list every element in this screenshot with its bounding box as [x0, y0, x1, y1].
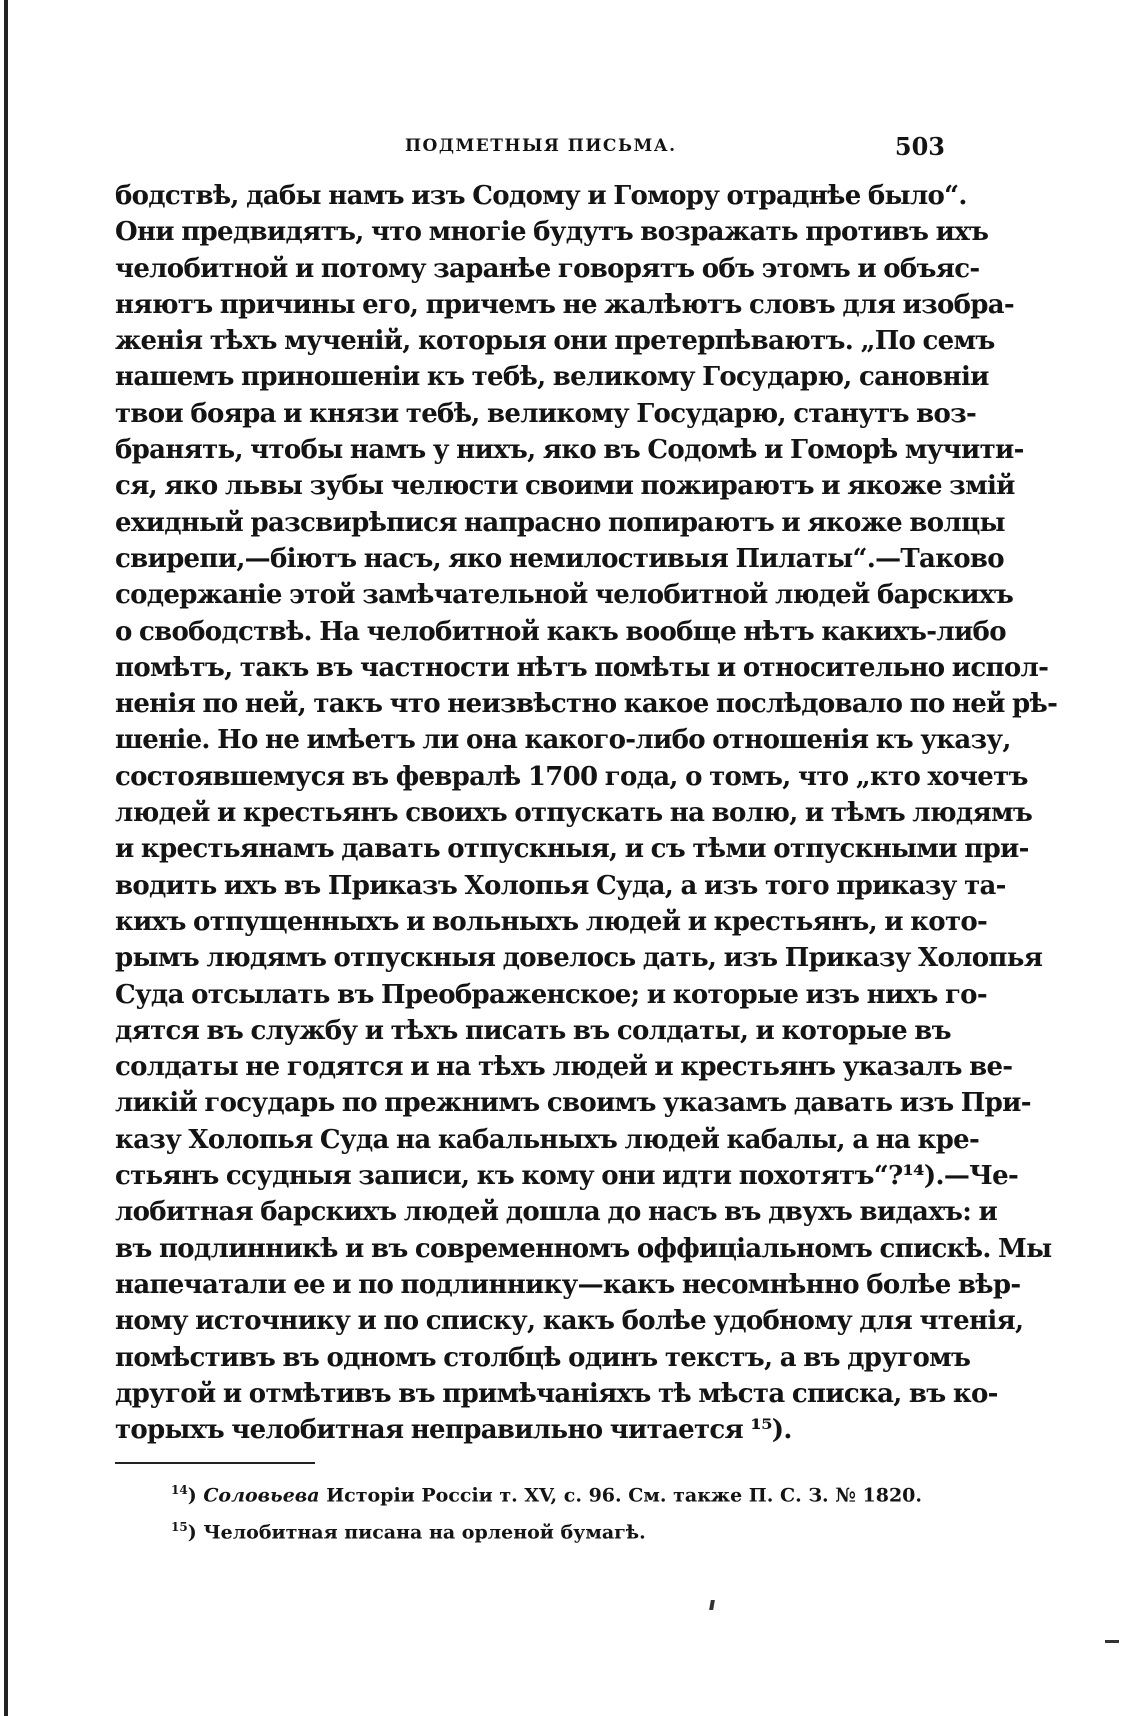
footnote-14: $^{14}$) Соловьева Исторіи Россіи т. XV, с. 96. См. также П. С. З. № 1820.	[171, 1483, 923, 1507]
text-line: ехидный разсвирѣпися напрасно попираютъ и якоже волцы	[115, 507, 1005, 538]
text-line: Суда отсылать въ Преображенское; и которые изъ нихъ го-	[115, 979, 987, 1010]
text-line: шеніе. Но не имѣетъ ли она какого-либо отношенія къ указу,	[115, 725, 1011, 756]
running-header	[115, 132, 945, 168]
ink-speck	[1105, 1640, 1119, 1643]
footnote-15: $^{15}$) Челобитная писана на орленой бумагѣ.	[171, 1520, 646, 1544]
text-line: торыхъ челобитная неправильно читается ¹⁵).	[115, 1415, 792, 1446]
text-line: о свободствѣ. На челобитной какъ вообще нѣтъ какихъ-либо	[115, 616, 1006, 647]
text-line: людей и крестьянъ своихъ отпускать на волю, и тѣмъ людямъ	[115, 798, 1033, 829]
footnote-marker: 15	[171, 1520, 188, 1535]
text-line: челобитной и потому заранѣе говорятъ объ этомъ и объяс-	[115, 253, 980, 284]
page-edge-rule	[4, 0, 8, 1716]
text-line: нашемъ приношеніи къ тебѣ, великому Государю, сановніи	[115, 362, 989, 393]
footnote-divider	[115, 1462, 315, 1464]
text-line: няютъ причины его, причемъ не жалѣютъ словъ для изобра-	[115, 289, 1014, 320]
footnote-text: Челобитная писана на орленой бумагѣ.	[196, 1521, 646, 1544]
text-line: женія тѣхъ мученій, которыя они претерпѣваютъ. „По семъ	[115, 326, 995, 357]
footnote-author: Соловьева	[203, 1484, 320, 1507]
text-line: бодствѣ, дабы намъ изъ Содому и Гомору отраднѣе было“.	[115, 181, 967, 211]
text-line: водить ихъ въ Приказъ Холопья Суда, а изъ того приказу та-	[115, 870, 1006, 901]
book-page	[115, 0, 1058, 1716]
text-line: помѣтъ, такъ въ частности нѣтъ помѣты и относительно испол-	[115, 652, 1049, 683]
text-line: въ подлинникѣ и въ современномъ оффиціальномъ спискѣ. Мы	[115, 1233, 1052, 1264]
running-title: ПОДМЕТНЫЯ ПИСЬМА.	[405, 136, 677, 156]
footnote-marker: 14	[171, 1483, 188, 1497]
text-line: стьянъ ссудныя записи, къ кому они идти похотятъ“?¹⁴).—Че-	[115, 1161, 1019, 1192]
text-line: бранять, чтобы намъ у нихъ, яко въ Содомѣ и Гоморѣ мучити-	[115, 435, 1024, 466]
page-number: 503	[894, 132, 945, 161]
text-line: ликій государь по прежнимъ своимъ указамъ давать изъ При-	[115, 1088, 1031, 1119]
text-line: рымъ людямъ отпускныя довелось дать, изъ Приказу Холопья	[115, 943, 1043, 974]
footnotes	[171, 1474, 945, 1549]
text-line: состоявшемуся въ февралѣ 1700 года, о томъ, что „кто хочетъ	[115, 761, 1028, 792]
footnote-text: Исторіи Россіи т. XV, с. 96. См. также П. С. З. № 1820.	[319, 1484, 923, 1507]
text-line: ся, яко львы зубы челюсти своими пожираютъ и якоже змій	[115, 471, 1015, 502]
text-line: другой и отмѣтивъ въ примѣчаніяхъ тѣ мѣста списка, въ ко-	[115, 1378, 998, 1409]
text-line: ному источнику и по списку, какъ болѣе удобному для чтенія,	[115, 1306, 1024, 1337]
text-line: солдаты не годятся и на тѣхъ людей и крестьянъ указалъ ве-	[115, 1052, 1013, 1083]
text-line: лобитная барскихъ людей дошла до насъ въ двухъ видахъ: и	[115, 1197, 998, 1228]
text-line: Они предвидятъ, что многіе будутъ возражать противъ ихъ	[115, 217, 989, 248]
text-line: твои бояра и князи тебѣ, великому Государю, станутъ воз-	[115, 398, 977, 429]
text-line: казу Холопья Суда на кабальныхъ людей кабалы, а на кре-	[115, 1124, 980, 1155]
text-line: содержаніе этой замѣчательной челобитной людей барскихъ	[115, 580, 1014, 611]
text-line: кихъ отпущенныхъ и вольныхъ людей и крестьянъ, и кото-	[115, 906, 988, 937]
body-text	[115, 178, 1058, 1448]
text-line: дятся въ службу и тѣхъ писать въ солдаты, и которые въ	[115, 1015, 951, 1046]
text-line: свирепи,—біютъ насъ, яко немилостивыя Пилаты“.—Таково	[115, 543, 1004, 574]
text-line: и крестьянамъ давать отпускныя, и съ тѣми отпускными при-	[115, 834, 1029, 865]
text-line: ненія по ней, такъ что неизвѣстно какое послѣдовало по ней рѣ-	[115, 689, 1058, 720]
text-line: помѣстивъ въ одномъ столбцѣ одинъ текстъ, а въ другомъ	[115, 1342, 971, 1373]
text-line: напечатали ее и по подлиннику—какъ несомнѣнно болѣе вѣр-	[115, 1269, 1021, 1300]
